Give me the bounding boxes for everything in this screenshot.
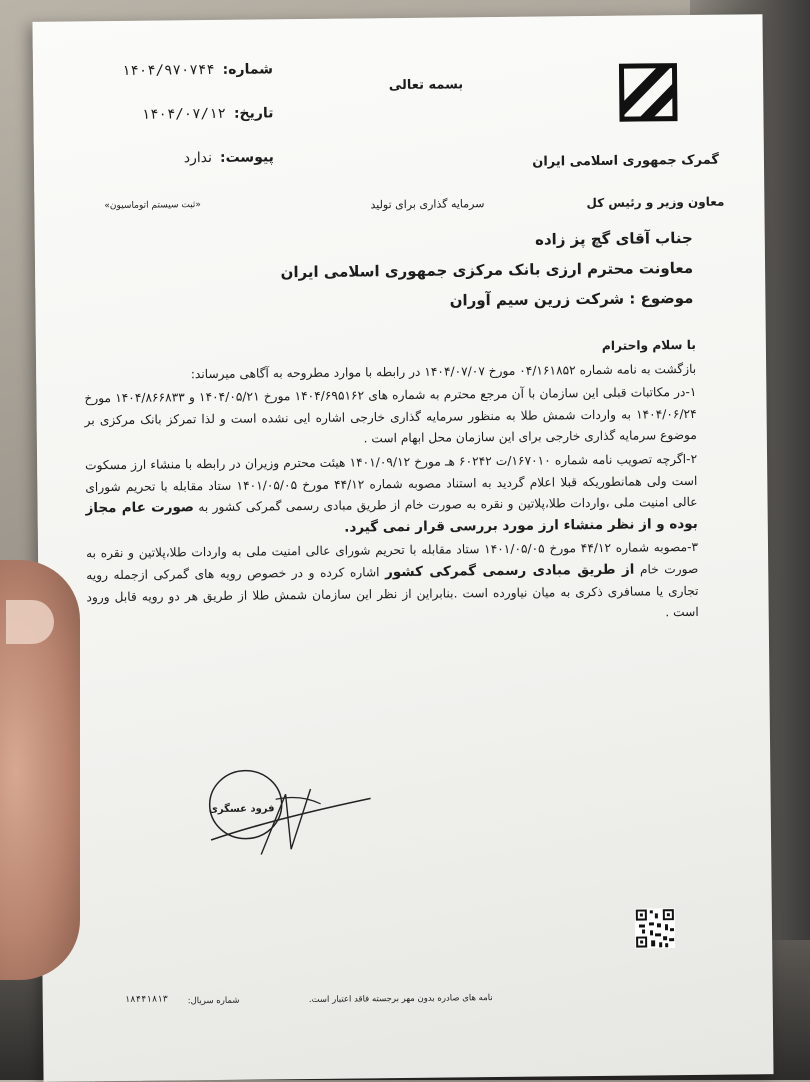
attachment-row xyxy=(64,149,274,175)
letter-page xyxy=(32,14,773,1082)
attachment-label: پیوست: xyxy=(219,149,274,166)
customs-logo-icon xyxy=(619,63,678,122)
letter-metadata xyxy=(63,61,274,195)
letter-subject: موضوع : شرکت زرین سیم آوران xyxy=(449,288,694,310)
paragraph-3-text-b: اشاره کرده و در خصوص رویه های گمرکی ازجمله رویه تجاری یا مسافری ذکری به میان نیاورده است .بنابراین از نظر این سازمان شمش طلا از طریق هر دو رویه قابل ورود است . xyxy=(86,565,699,620)
organization-name: گمرک جمهوری اسلامی ایران xyxy=(532,152,720,170)
thumb-nail xyxy=(6,600,54,644)
paragraph-2-text: ۲-اگرچه تصویب نامه شماره ۱۶۷۰۱۰/ت ۶۰۲۴۲ هـ مورخ ۱۴۰۱/۰۹/۱۲ هیئت محترم وزیران در رابطه با منشاء ارز مسکوت است ولی همانطوریکه قبلا اعلام گردید به استناد مصوبه شماره ۴۴/۱۲ مورخ ۱۴۰۱/۰۵/۰۵ ستاد مقابله با تحریم شورای عالی امنیت ملی ،واردات طلا،پلاتین و نقره به صورت خام از طریق مبادی رسمی گمرکی کشور به xyxy=(85,451,698,515)
letter-number-value: ۱۴۰۴/۹۷۰۷۴۴ xyxy=(121,61,215,79)
letter-date-value: ۱۴۰۴/۰۷/۱۲ xyxy=(141,105,226,123)
recipient-block xyxy=(280,223,693,317)
qr-code-icon xyxy=(635,908,675,948)
letter-number-label: شماره: xyxy=(222,61,274,78)
paragraph-2-bold: صورت عام مجاز بوده و از نظر منشاء ارز مورد بررسی قرار نمی گیرد. xyxy=(85,499,698,536)
validity-note: نامه های صادره بدون مهر برجسته فاقد اعتبار است. xyxy=(308,993,493,1006)
sender-title: معاون وزیر و رئیس کل xyxy=(586,194,725,211)
paragraph-3-bold: از طریق مبادی رسمی گمرکی کشور xyxy=(384,561,635,581)
paragraph-2 xyxy=(85,449,698,542)
blessing-heading: بسمه تعالی xyxy=(388,77,464,94)
department-name: سرمایه گذاری برای تولید xyxy=(370,197,485,212)
automation-note: «ثبت سیستم اتوماسیون» xyxy=(104,200,201,212)
serial-label: شماره سریال: xyxy=(187,995,240,1007)
letter-date-row xyxy=(63,105,273,131)
letter-number-row xyxy=(63,61,273,87)
attachment-value: ندارد xyxy=(183,149,213,167)
signatory-name: فرود عسگری xyxy=(208,803,275,816)
serial-number: ۱۸۴۴۱۸۱۳ xyxy=(124,994,169,1005)
intro-paragraph: بازگشت به نامه شماره ۰۴/۱۶۱۸۵۲ مورخ ۱۴۰۴/۰۷/۰۷ در رابطه با موارد مطروحه به آگاهی میرساند: xyxy=(190,361,697,381)
paragraph-3 xyxy=(86,537,699,630)
letter-body xyxy=(84,335,699,632)
paragraph-3-text-a: ۳-مصوبه شماره ۴۴/۱۲ مورخ ۱۴۰۱/۰۵/۰۵ ستاد مقابله با تحریم شورای عالی امنیت ملی به واردات طلا،پلاتین و نقره به صورت خام xyxy=(85,540,699,577)
letter-date-label: تاریخ: xyxy=(233,105,274,122)
recipient-name: جناب آقای گچ پز زاده xyxy=(534,228,693,249)
recipient-position: معاونت محترم ارزی بانک مرکزی جمهوری اسلامی ایران xyxy=(280,258,694,282)
paragraph-1: ۱-در مکاتبات قبلی این سازمان با آن مرجع محترم به شماره های ۱۴۰۴/۶۹۵۱۶۲ مورخ ۱۴۰۴/۰۵/۲۱ و ۱۴۰۴/۸۶۶۸۳۳ مورخ ۱۴۰۴/۰۶/۲۴ به واردات شمش طلا به منظور سرمایه گذاری خارجی اشاره ایی نشده است و لذا تمرکز بانک مرکزی بر موضوع سرمایه گذاری خارجی برای این سازمان محل ابهام است . xyxy=(84,385,697,446)
greeting: با سلام واحترام xyxy=(601,337,696,353)
